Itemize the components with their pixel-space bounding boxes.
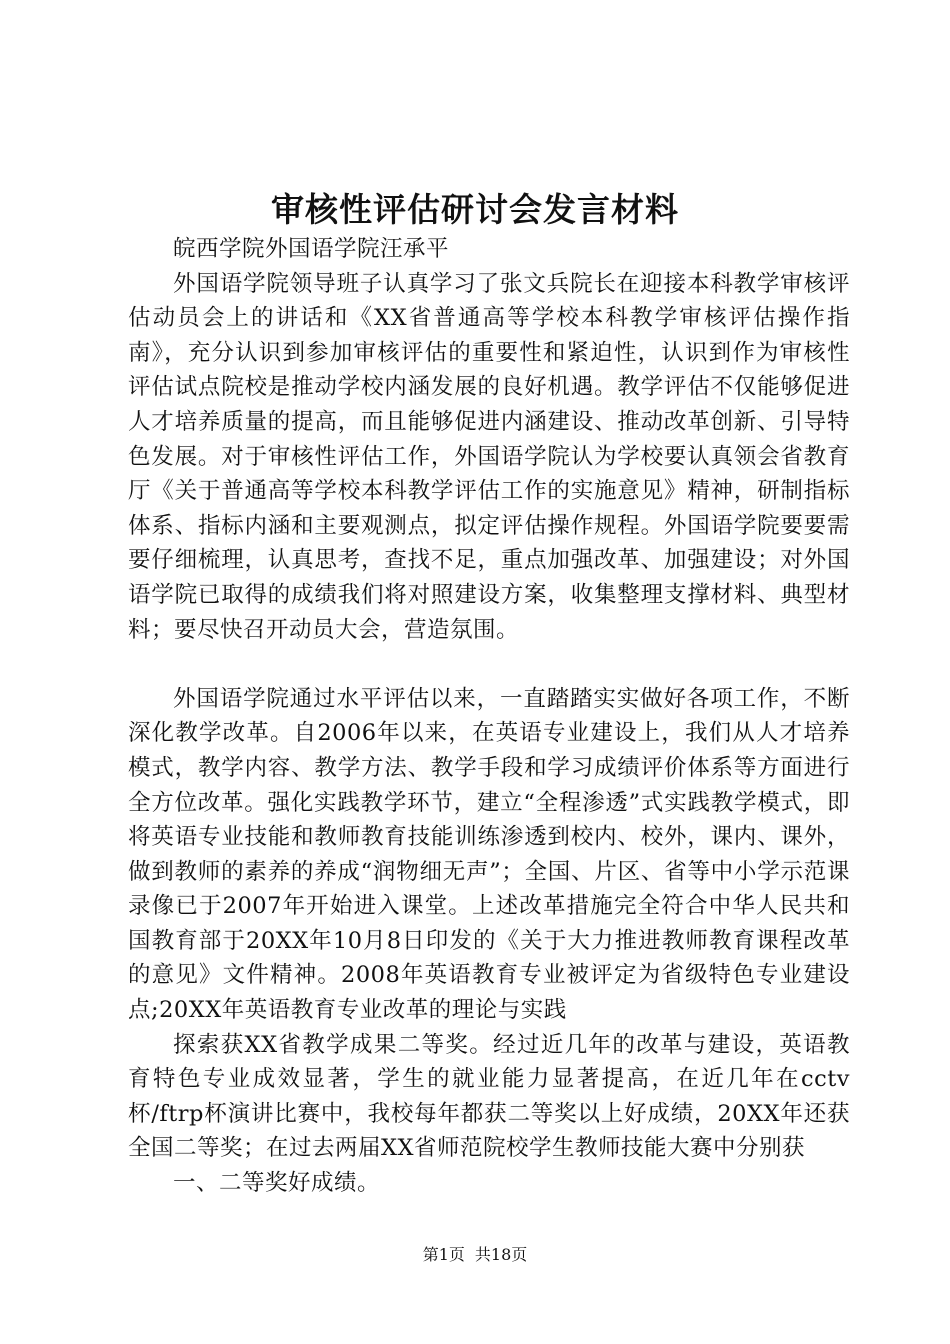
page-total: 共18页: [474, 1245, 528, 1264]
document-body: [128, 232, 850, 1201]
page-number: 第1页: [422, 1245, 465, 1264]
page-footer: [0, 1244, 950, 1266]
paragraph-3: 探索获XX省教学成果二等奖。经过近几年的改革与建设，英语教育特色专业成效显著，学生的就业能力显著提高，在近几年在cctv杯/ftrp杯演讲比赛中，我校每年都获二等奖以上好成绩，20XX年还获全国二等奖；在过去两届XX省师范院校学生教师技能大赛中分别获: [128, 1031, 850, 1162]
author-line: 皖西学院外国语学院汪承平: [173, 236, 450, 262]
paragraph-2: 外国语学院通过水平评估以来，一直踏踏实实做好各项工作，不断深化教学改革。自2006年以来，在英语专业建设上，我们从人才培养模式，教学内容、教学方法、教学手段和学习成绩评价体系等方面进行全方位改革。强化实践教学环节，建立“全程渗透”式实践教学模式，即将英语专业技能和教师教育技能训练渗透到校内、校外，课内、课外，做到教师的素养的养成“润物细无声”；全国、片区、省等中小学示范课录像已于2007年开始进入课堂。上述改革措施完全符合中华人民共和国教育部于20XX年10月8日印发的《关于大力推进教师教育课程改革的意见》文件精神。2008年英语教育专业被评定为省级特色专业建设点;20XX年英语教育专业改革的理论与实践: [128, 685, 850, 1024]
document-title: 审核性评估研讨会发言材料: [271, 190, 679, 229]
paragraph-1: 外国语学院领导班子认真学习了张文兵院长在迎接本科教学审核评估动员会上的讲话和《XX省普通高等学校本科教学审核评估操作指南》，充分认识到参加审核评估的重要性和紧迫性，认识到作为审核性评估试点院校是推动学校内涵发展的良好机遇。教学评估不仅能够促进人才培养质量的提高，而且能够促进内涵建设、推动改革创新、引导特色发展。对于审核性评估工作，外国语学院认为学校要认真领会省教育厅《关于普通高等学校本科教学评估工作的实施意见》精神，研制指标体系、指标内涵和主要观测点，拟定评估操作规程。外国语学院要要需要仔细梳理，认真思考，查找不足，重点加强改革、加强建设；对外国语学院已取得的成绩我们将对照建设方案，收集整理支撑材料、典型材料；要尽快召开动员大会，营造氛围。: [128, 270, 850, 643]
paragraph-4: 一、二等奖好成绩。: [173, 1170, 381, 1197]
